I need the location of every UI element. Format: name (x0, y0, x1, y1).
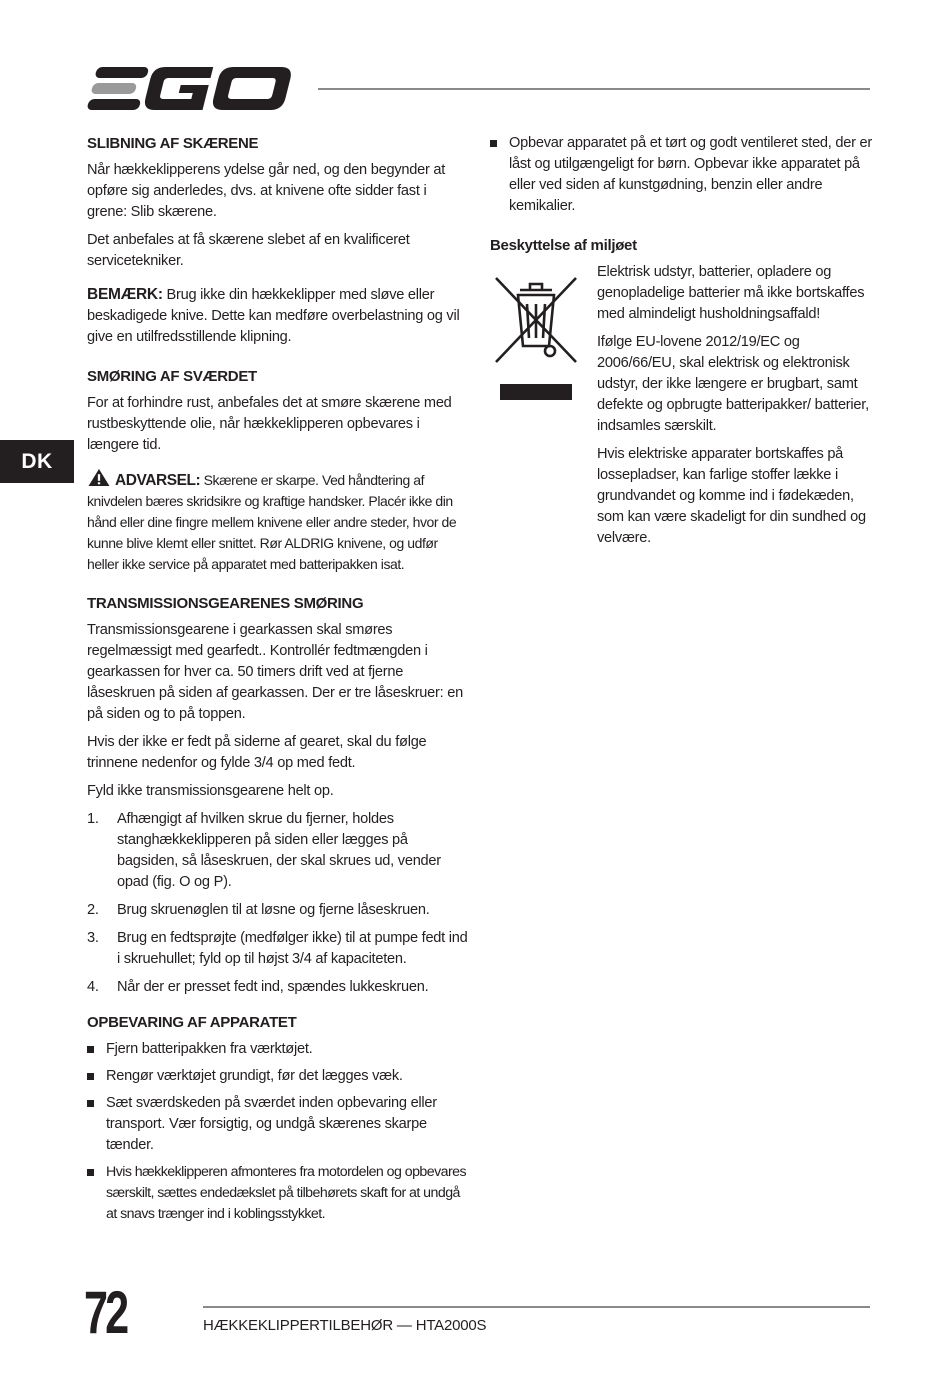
language-tab (0, 440, 74, 483)
section-heading: Beskyttelse af miljøet (490, 237, 637, 254)
bullet-square-icon (87, 1066, 106, 1087)
step-text: Når der er presset fedt ind, spændes lukkeskruen. (117, 979, 429, 995)
ego-logo (86, 64, 298, 114)
crossed-out-wheelie-bin-icon (490, 268, 582, 368)
warning-text: Skærene er skarpe. Ved håndtering af knivdelen bæres skridsikre og kraftige handsker. Placér ikke din hånd eller dine fingre mellem knivene eller andre steder, hvor de kunne blive klemt eller snittet. Rør ALDRIG knivene, og udfør heller ikke service på apparatet med batteripakken isat. (87, 472, 457, 572)
list-item (87, 1162, 469, 1225)
paragraph: Fyld ikke transmissionsgearene helt op. (87, 783, 334, 799)
environment-block (490, 262, 875, 549)
step-number: 2. (87, 902, 99, 918)
note (87, 284, 469, 348)
paragraph: Hvis der ikke er fedt på siderne af gearet, skal du følge trinnene nedenfor og fylde 3/4 op med fedt. (87, 734, 427, 771)
note-label: BEMÆRK: (87, 286, 163, 303)
bullet-text: Fjern batteripakken fra værktøjet. (106, 1041, 313, 1057)
bullet-text: Opbevar apparatet på et tørt og godt ventileret sted, der er låst og utilgængeligt for børn. Opbevar ikke apparatet på eller ved siden af kunstgødning, benzin eller andre kemikalier. (509, 135, 873, 214)
warning (87, 468, 469, 575)
list-item (87, 900, 469, 921)
list-item (87, 809, 469, 893)
paragraph: For at forhindre rust, anbefales det at smøre skærene med rustbeskyttende olie, når hækkeklipperen opbevares i længere tid. (87, 395, 452, 453)
bullet-text: Sæt sværdskeden på sværdet inden opbevaring eller transport. Vær forsigtig, og undgå skærenes skarpe tænder. (106, 1095, 437, 1153)
section-environment (490, 235, 875, 549)
paragraph: Elektrisk udstyr, batterier, opladere og genopladelige batterier må ikke bortskaffes med almindeligt husholdningsaffald! (597, 264, 865, 322)
paragraph: Det anbefales at få skærene slebet af en kvalificeret servicetekniker. (87, 232, 410, 269)
section-storage (87, 1012, 469, 1225)
paragraph: Ifølge EU-lovene 2012/19/EC og 2006/66/EU, skal elektrisk og elektronisk udstyr, der ikke længere er brugbart, samt defekte og opbrugte batteripakker/ batterier, indsamles særskilt. (597, 334, 869, 434)
bullet-square-icon (87, 1039, 106, 1060)
logo-e-mark (87, 67, 294, 110)
list-item (87, 1066, 469, 1087)
list-item (87, 1093, 469, 1156)
environment-text (597, 262, 875, 549)
note-text: Brug ikke din hækkeklipper med sløve eller beskadigede knive. Dette kan medføre overbelastning og vil give en utilfredsstillende klipning. (87, 287, 460, 345)
list-item (87, 1039, 469, 1060)
footer-rule (203, 1306, 870, 1308)
paragraph: Når hækkeklipperens ydelse går ned, og den begynder at opføre sig anderledes, dvs. at knivene ofte sidder fast i grene: Slib skærene. (87, 162, 446, 220)
section-sharpening (87, 133, 469, 348)
section-heading: SMØRING AF SVÆRDET (87, 368, 257, 385)
paragraph: Transmissionsgearene i gearkassen skal smøres regelmæssigt med gearfedt.. Kontrollér fedtmængden i gearkassen for hver ca. 50 timers drift ved at fjerne låseskruen på siden af gearkassen. Der er tre låseskruer: en på siden og to på toppen. (87, 622, 463, 722)
footer-title: HÆKKEKLIPPERTILBEHØR — HTA2000S (203, 1317, 487, 1334)
bullet-square-icon (87, 1093, 106, 1156)
warning-label: ADVARSEL: (115, 472, 201, 489)
weee-underline-bar (500, 384, 572, 400)
step-text: Brug skruenøglen til at løsne og fjerne låseskruen. (117, 902, 430, 918)
page-number: 72 (84, 1279, 127, 1346)
bullet-square-icon (490, 133, 509, 217)
section-heading: SLIBNING AF SKÆRENE (87, 135, 259, 152)
list-item (490, 133, 875, 217)
right-column (490, 133, 875, 556)
left-column (87, 133, 469, 1231)
list-item (87, 977, 469, 998)
section-heading: OPBEVARING AF APPARATET (87, 1014, 297, 1031)
list-item (87, 928, 469, 970)
bullet-text: Rengør værktøjet grundigt, før det lægges væk. (106, 1068, 403, 1084)
numbered-steps (87, 809, 469, 998)
paragraph: Hvis elektriske apparater bortskaffes på lossepladser, kan farlige stoffer lække i grundvandet og komme ind i fødekæden, som kan være skadeligt for din sundhed og velvære. (597, 446, 866, 546)
step-text: Afhængigt af hvilken skrue du fjerner, holdes stanghækkeklipperen på siden eller lægges på bagsiden, så låseskruen, der skal skrues ud, vender opad (fig. O og P). (117, 811, 441, 890)
section-transmission (87, 593, 469, 998)
step-number: 3. (87, 930, 99, 946)
step-number: 1. (87, 811, 99, 827)
bullet-text: Hvis hækkeklipperen afmonteres fra motordelen og opbevares særskilt, sættes endedækslet på tilbehørets skaft for at undgå at snavs trænger ind i koblingsstykket. (106, 1164, 467, 1222)
section-lubrication (87, 366, 469, 575)
header-rule (318, 88, 870, 90)
step-text: Brug en fedtsprøjte (medfølger ikke) til at pumpe fedt ind i skruehullet; fyld op til højst 3/4 af kapaciteten. (117, 930, 468, 967)
warning-triangle-icon (87, 468, 111, 487)
section-heading: TRANSMISSIONSGEARENES SMØRING (87, 595, 364, 612)
step-number: 4. (87, 979, 99, 995)
language-code: DK (21, 449, 53, 473)
bullet-square-icon (87, 1162, 106, 1225)
